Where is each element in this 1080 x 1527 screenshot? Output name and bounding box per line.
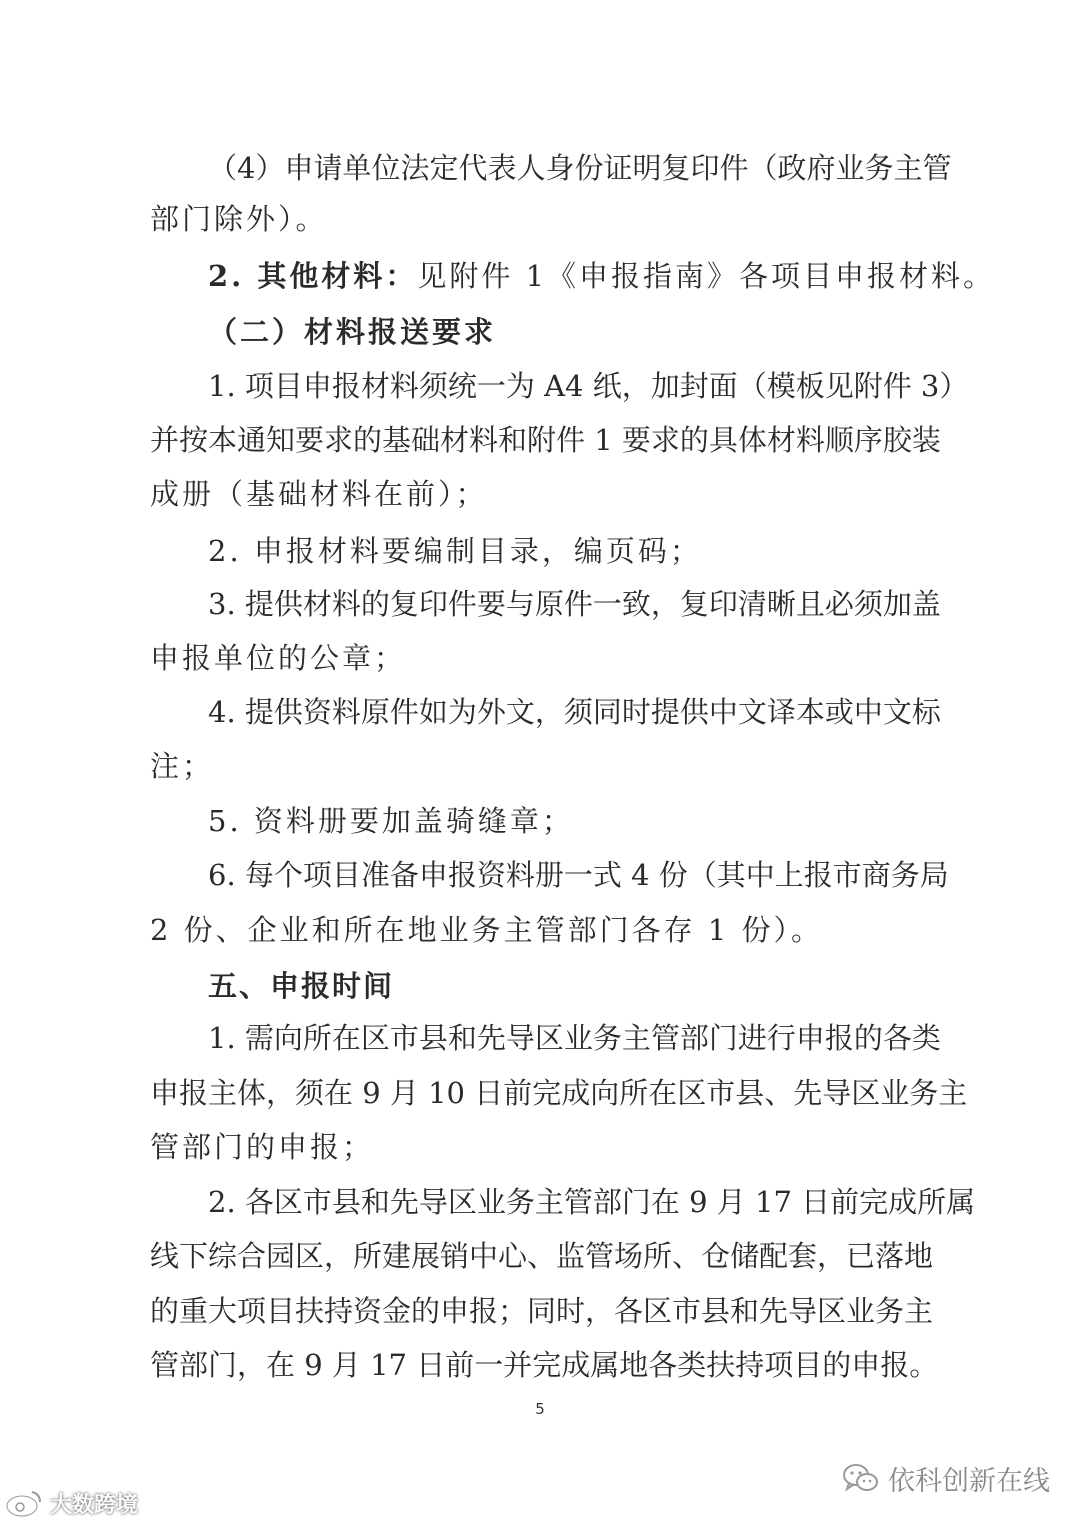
text-line: 2. 申报材料要编制目录，编页码； (208, 534, 702, 568)
text-line: 1. 项目申报材料须统一为 A4 纸，加封面（模板见附件 3） (208, 369, 969, 403)
line-text: 见附件 1《申报指南》各项目申报材料。 (417, 259, 996, 293)
text-line: 6. 每个项目准备申报资料册一式 4 份（其中上报市商务局 (208, 858, 949, 892)
text-line: （二）材料报送要求 (208, 315, 497, 349)
weibo-icon (4, 1488, 44, 1518)
text-line: 成册（基础材料在前）； (150, 477, 488, 511)
text-line: 2 份、企业和所在地业务主管部门各存 1 份）。 (150, 913, 824, 947)
text-line: 申报主体，须在 9 月 10 日前完成向所在区市县、先导区业务主 (150, 1076, 968, 1110)
watermark-right-text: 依科创新在线 (888, 1465, 1050, 1497)
text-line: 2. 各区市县和先导区业务主管部门在 9 月 17 日前完成所属 (208, 1185, 976, 1219)
text-line: 并按本通知要求的基础材料和附件 1 要求的具体材料顺序胶装 (150, 423, 941, 457)
text-line (208, 256, 996, 296)
wechat-icon (842, 1462, 880, 1494)
text-line: 申报单位的公章； (150, 641, 407, 675)
page-number: 5 (535, 1400, 545, 1418)
text-line: 注； (150, 749, 215, 783)
watermark-yike (842, 1456, 1050, 1500)
text-line: 管部门的申报； (150, 1130, 375, 1164)
text-line: 1. 需向所在区市县和先导区业务主管部门进行申报的各类 (208, 1021, 941, 1055)
text-line: （4）申请单位法定代表人身份证明复印件（政府业务主管 (208, 151, 952, 185)
text-line: 3. 提供材料的复印件要与原件一致，复印清晰且必须加盖 (208, 587, 941, 621)
text-line: 部门除外）。 (150, 202, 328, 236)
text-line: 线下综合园区，所建展销中心、监管场所、仓储配套，已落地 (150, 1239, 934, 1273)
watermark-dashu (4, 1486, 138, 1520)
text-line: 管部门，在 9 月 17 日前一并完成属地各类扶持项目的申报。 (150, 1348, 939, 1382)
inline-heading: 2. 其他材料： (208, 259, 418, 293)
text-line: 五、申报时间 (208, 969, 395, 1003)
text-line: 4. 提供资料原件如为外文，须同时提供中文译本或中文标 (208, 695, 941, 729)
watermark-left-text: 大数跨境 (50, 1492, 139, 1518)
text-line: 5. 资料册要加盖骑缝章； (208, 804, 574, 838)
text-line: 的重大项目扶持资金的申报；同时，各区市县和先导区业务主 (150, 1294, 934, 1328)
